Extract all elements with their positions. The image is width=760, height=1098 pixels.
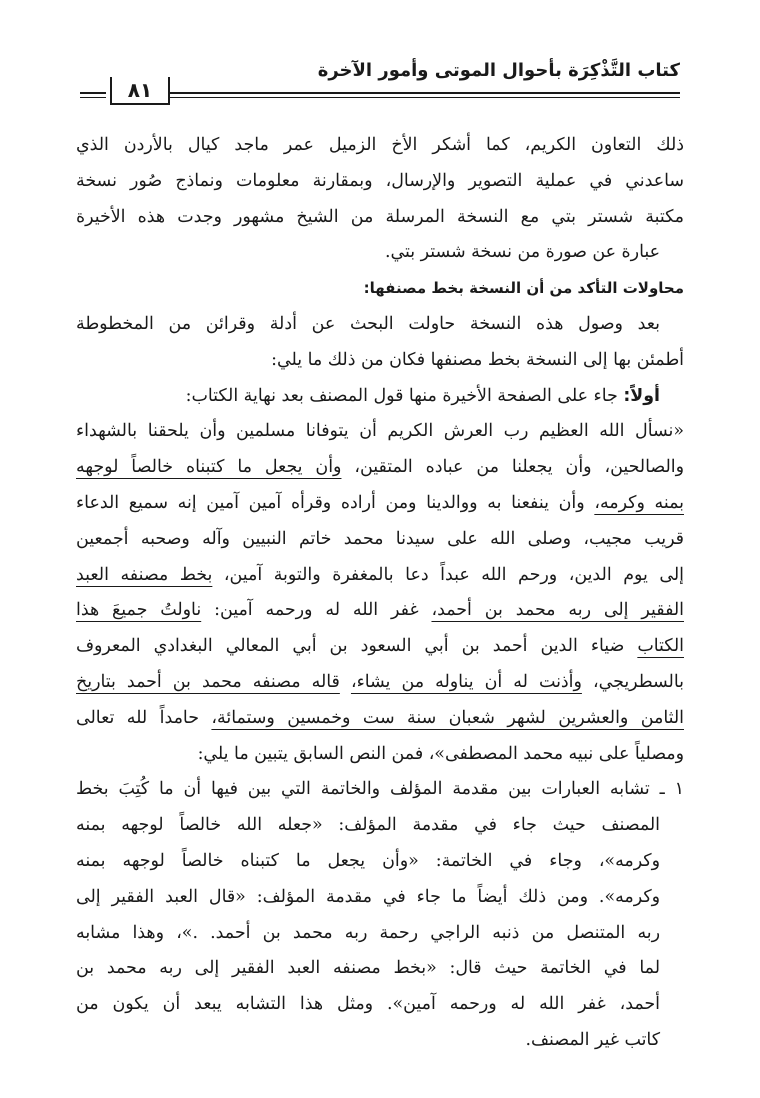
list-item-line: وكرمه». ومن ذلك أيضاً ما جاء في مقدمة المؤلف: «قال العبد الفقير إلى — [76, 886, 660, 907]
list-item-line: ربه المتنصل من ذنبه الراجي رحمة ربه محمد بن أحمد. .»، وهذا مشابه — [76, 922, 660, 943]
underlined-text: بخط مصنفه العبد — [76, 564, 213, 585]
list-item-line: وكرمه»، وجاء في الخاتمة: «وأن يجعل ما كتبناه خالصاً لوجهه بمنه — [76, 850, 660, 871]
quote-text: ضياء الدين أحمد بن أبي السعود بن أبي المعالي البغدادي المعروف — [76, 636, 625, 657]
list-item-line: المصنف حيث جاء في مقدمة المؤلف: «جعله الله خالصاً لوجهه بمنه — [76, 815, 660, 836]
section-heading: محاولات التأكد من أن النسخة بخط مصنفها: — [363, 279, 684, 298]
list-item-line: أحمد، غفر الله له ورحمه آمين». ومثل هذا التشابه يبعد أن يكون من — [76, 994, 660, 1015]
point-label: أولاً: — [623, 385, 660, 406]
underlined-text: وأذنت له أن يناوله من يشاء، — [350, 671, 582, 692]
quote-text: غفر الله له ورحمه آمين: — [214, 600, 419, 621]
quote-line — [76, 665, 684, 701]
underlined-text: ناولتُ جميعَ هذا — [76, 600, 202, 621]
body-line — [76, 379, 684, 415]
underlined-text: قاله مصنفه محمد بن أحمد بتاريخ — [76, 671, 340, 692]
body-line: ساعدني في عملية التصوير والإرسال، وبمقارنة معلومات ونماذج صُور نسخة — [76, 170, 684, 191]
underlined-text: الكتاب — [637, 636, 684, 657]
body-line: مكتبة شستر بتي مع النسخة المرسلة من الشيخ مشهور وجدت هذه الأخيرة — [76, 206, 684, 227]
quote-line — [76, 558, 684, 594]
quote-line — [76, 486, 684, 522]
quote-line — [76, 593, 684, 629]
page-number: ٨١ — [110, 77, 170, 105]
header-rule — [168, 92, 680, 98]
quote-text: والصالحين، وأن يجعلنا من عباده المتقين، — [354, 457, 684, 478]
quote-line — [76, 450, 684, 486]
quote-line: قريب مجيب، وصلى الله على سيدنا محمد خاتم النبيين وآله وصحبه أجمعين — [76, 528, 684, 549]
underlined-text: بمنه وكرمه، — [594, 492, 684, 513]
body-line: بعد وصول هذه النسخة حاولت البحث عن أدلة وقرائن من المخطوطة — [76, 313, 660, 334]
underlined-text: الثامن والعشرين لشهر شعبان سنة ست وخمسين وستمائة، — [211, 707, 684, 728]
running-title: كتاب التَّذْكِرَة بأحوال الموتى وأمور الآخرة — [317, 60, 680, 81]
quote-text: إلى يوم الدين، ورحم الله عبداً دعا بالمغفرة والتوبة آمين، — [223, 564, 684, 585]
page-body — [76, 128, 684, 1059]
underlined-text: وأن يجعل ما كتبناه خالصاً لوجهه — [76, 457, 342, 478]
quote-text: بالسطريجي، — [593, 671, 684, 692]
body-line: أطمئن بها إلى النسخة بخط مصنفها فكان من ذلك ما يلي: — [271, 349, 684, 370]
body-text: جاء على الصفحة الأخيرة منها قول المصنف بعد نهاية الكتاب: — [185, 385, 618, 406]
quote-line — [76, 701, 684, 737]
quote-text: وأن ينفعنا به ووالدينا ومن أراده وقرأه آمين آمين إنه سميع الدعاء — [76, 492, 585, 513]
body-line: ذلك التعاون الكريم، كما أشكر الأخ الزميل عمر ماجد كيال بالأردن الذي — [76, 135, 684, 155]
body-line: عبارة عن صورة من نسخة شستر بتي. — [385, 242, 660, 263]
underlined-text: الفقير إلى ربه محمد بن أحمد، — [431, 600, 684, 621]
header-rule-left — [80, 92, 106, 98]
page-header — [80, 58, 680, 108]
list-item-line: ١ ـ تشابه العبارات بين مقدمة المؤلف والخاتمة التي بين فيها أن ما كُتِبَ بخط — [76, 779, 684, 800]
quote-line: «نسأل الله العظيم رب العرش الكريم أن يتوفانا مسلمين وأن يلحقنا بالشهداء — [76, 421, 684, 442]
quote-line: ومصلياً على نبيه محمد المصطفى»، فمن النص السابق يتبين ما يلي: — [197, 743, 684, 764]
list-item-line: كاتب غير المصنف. — [525, 1029, 660, 1050]
list-item-line: لما في الخاتمة حيث قال: «بخط مصنفه العبد الفقير إلى ربه محمد بن — [76, 958, 660, 979]
quote-line — [76, 629, 684, 665]
quote-text: حامداً لله تعالى — [76, 707, 199, 728]
